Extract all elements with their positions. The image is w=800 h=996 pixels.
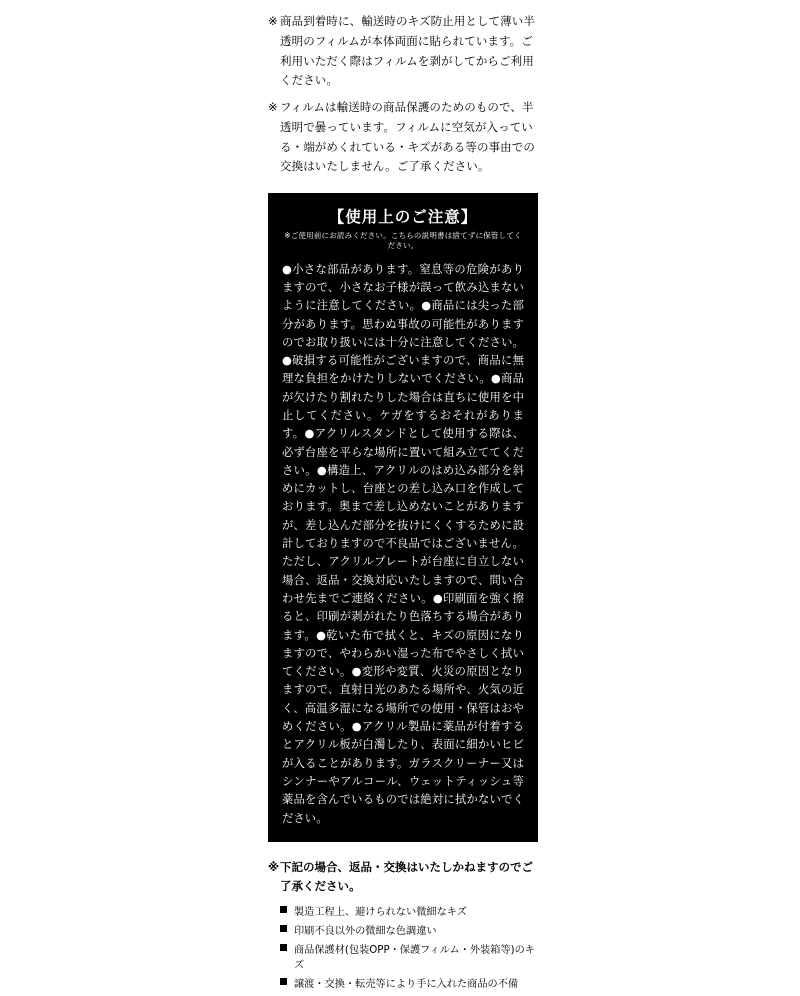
return-policy-list <box>268 905 538 993</box>
list-item <box>280 924 538 940</box>
return-policy-heading <box>268 858 538 897</box>
caution-item: ●商品が欠けたり割れたりした場合は直ちに使用を中止してください。ケガをするおそれがあります。 <box>282 372 524 441</box>
square-bullet-icon <box>280 925 287 932</box>
caution-subtitle: ※ご使用前にお読みください。こちらの説明書は捨てずに保管してください。 <box>284 231 522 250</box>
top-note-1-text: 商品到着時に、輸送時のキズ防止用として薄い半透明のフィルムが本体両面に貼られています。ご利用いただく際はフィルムを剥がしてからご利用ください。 <box>280 14 535 88</box>
top-note-1 <box>268 12 538 91</box>
list-item <box>280 943 538 975</box>
list-item <box>280 977 538 993</box>
top-note-2 <box>268 98 538 177</box>
square-bullet-icon <box>280 906 287 913</box>
note-marker-icon: ※ <box>268 100 278 115</box>
list-item-text: 印刷不良以外の微細な色調違い <box>294 925 437 937</box>
list-item <box>280 905 538 921</box>
square-bullet-icon <box>280 944 287 951</box>
caution-item: ●アクリル製品に薬品が付着するとアクリル板が白濁したり、表面に細かいヒビが入ることがあります。ガラスクリーナー又はシンナーやアルコール、ウェットティッシュ等薬品を含んでいるものでは絶対に拭かないでください。 <box>282 720 524 825</box>
caution-title: 【使用上のご注意】 <box>328 208 478 227</box>
return-policy-heading-text: 下記の場合、返品・交換はいたしかねますのでご了承ください。 <box>280 859 533 894</box>
caution-item: ●破損する可能性がございますので、商品に無理な負担をかけたりしないでください。 <box>282 354 524 386</box>
caution-item: ●乾いた布で拭くと、キズの原因になりますので、やわらかい湿った布でやさしく拭いてください。 <box>282 628 524 679</box>
top-notes-section <box>268 0 538 177</box>
list-item-text: 譲渡・交換・転売等により手に入れた商品の不備 <box>294 979 519 991</box>
note-marker-icon: ※ <box>268 859 280 874</box>
caution-box <box>268 193 538 842</box>
square-bullet-icon <box>280 978 287 985</box>
caution-item: ●商品には尖った部分があります。思わぬ事故の可能性がありますのでお取り扱いには十分に注意してください。 <box>282 299 525 349</box>
top-note-2-text: フィルムは輸送時の商品保護のためのもので、半透明で曇っています。フィルムに空気が入っている・端がめくれている・キズがある等の事由での交換はいたしません。ご了承ください。 <box>280 100 535 174</box>
caution-item: ●アクリルスタンドとして使用する際は、必ず台座を平らな場所に置いて組み立ててください。 <box>282 427 524 477</box>
return-policy-section <box>268 858 538 993</box>
caution-body <box>282 261 524 828</box>
caution-item: ●構造上、アクリルのはめ込み部分を斜めにカットし、台座との差し込み口を作成しております。奥まで差し込めないことがありますが、差し込んだ部分を抜けにくくするために設計しておりますので不良品ではございません。ただし、アクリルプレートが台座に自立しない場合、返品・交換対応いたしますので、問い合わせ先までご連絡ください。 <box>282 463 524 605</box>
caution-item: ●変形や変質、火災の原因となりますので、直射日光のあたる場所や、火気の近く、高温多湿になる場所での使用・保管はおやめください。 <box>282 665 525 734</box>
list-item-text: 製造工程上、避けられない微細なキズ <box>294 906 467 918</box>
caution-item: ●印刷面を強く擦ると、印刷が剥がれたり色落ちする場合があります。 <box>282 591 524 642</box>
note-marker-icon: ※ <box>268 14 278 28</box>
content-column <box>268 0 538 996</box>
caution-item: ●小さな部品があります。窒息等の危険がありますので、小さなお子様が誤って飲み込まないように注意してください。 <box>282 262 524 313</box>
list-item-text: 商品保護材(包装OPP・保護フィルム・外装箱等)のキズ <box>294 944 535 972</box>
